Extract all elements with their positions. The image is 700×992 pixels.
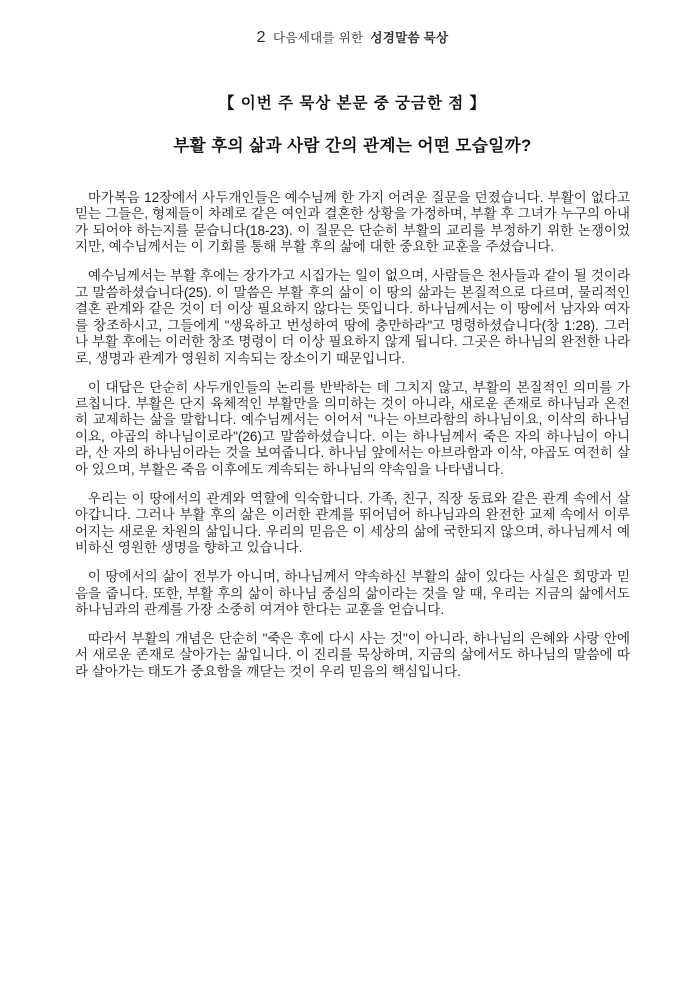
- paragraph-6: 따라서 부활의 개념은 단순히 "죽은 후에 다시 사는 것"이 아니라, 하나님의 은혜와 사랑 안에서 새로운 존재로 살아가는 삶입니다. 이 진리를 묵상하며, 지금의 삶에서도 하나님의 말씀에 따라 살아가는 태도가 중요함을 깨닫는 것이 우리 믿음의 핵심입니다.: [75, 630, 630, 679]
- paragraph-3: 이 대답은 단순히 사두개인들의 논리를 반박하는 데 그치지 않고, 부활의 본질적인 의미를 가르칩니다. 부활은 단지 육체적인 부활만을 의미하는 것이 아니라, 새로운 존재로 하나님과 온전히 교제하는 삶을 말합니다. 예수님께서는 이어서 "나는 아브라함의 하나님이요, 이삭의 하나님이요, 야곱의 하나님이로라"(26)고 말씀하셨습니다. 이는 하나님께서 죽은 자의 하나님이 아니라, 산 자의 하나님이라는 것을 보여줍니다. 하나님 앞에서는 아브라함과 이삭, 야곱도 여전히 살아 있으며, 부활은 죽음 이후에도 계속되는 하나님의 약속임을 나타냅니다.: [75, 379, 630, 477]
- paragraph-2: 예수님께서는 부활 후에는 장가가고 시집가는 일이 없으며, 사람들은 천사들과 같이 될 것이라고 말씀하셨습니다(25). 이 말씀은 부활 후의 삶이 이 땅의 삶과는 본질적으로 다르며, 물리적인 결혼 관계와 같은 것이 더 이상 필요하지 않다는 뜻입니다. 하나님께서는 이 땅에서 남자와 여자를 창조하시고, 그들에게 "생육하고 번성하여 땅에 충만하라"고 명령하셨습니다(창 1:28). 그러나 부활 후에는 이러한 창조 명령이 더 이상 필요하지 않게 됩니다. 그곳은 하나님의 완전한 나라로, 생명과 관계가 영원히 지속되는 장소이기 때문입니다.: [75, 268, 630, 366]
- paragraph-1: 마가복음 12장에서 사두개인들은 예수님께 한 가지 어려운 질문을 던졌습니다. 부활이 없다고 믿는 그들은, 형제들이 차례로 같은 여인과 결혼한 상황을 가정하며, 부활 후 그녀가 누구의 아내가 되어야 하는지를 묻습니다(18-23). 이 질문은 단순히 부활의 교리를 부정하기 위한 논쟁이었지만, 예수님께서는 이 기회를 통해 부활 후의 삶에 대한 중요한 교훈을 주셨습니다.: [75, 190, 630, 255]
- paragraph-5: 이 땅에서의 삶이 전부가 아니며, 하나님께서 약속하신 부활의 삶이 있다는 사실은 희망과 믿음을 줍니다. 또한, 부활 후의 삶이 하나님 중심의 삶이라는 것을 알 때, 우리는 지금의 삶에서도 하나님과의 관계를 가장 소중히 여겨야 한다는 교훈을 얻습니다.: [75, 569, 630, 617]
- page-header: [75, 28, 630, 47]
- body-text: [75, 190, 630, 680]
- section-title: 【 이번 주 묵상 본문 중 궁금한 점 】: [218, 95, 487, 112]
- header-series-title: 성경말씀 묵상: [370, 31, 449, 45]
- paragraph-4: 우리는 이 땅에서의 관계와 역할에 익숙합니다. 가족, 친구, 직장 동료와 같은 관계 속에서 살아갑니다. 그러나 부활 후의 삶은 이러한 관계를 뛰어넘어 하나님과의 완전한 교제 속에서 이루어지는 새로운 차원의 삶입니다. 우리의 믿음은 이 세상의 삶에 국한되지 않으며, 하나님께서 예비하신 영원한 생명을 향하고 있습니다.: [75, 490, 630, 556]
- page-number: 2: [256, 29, 266, 46]
- header-series-label: 다음세대를 위한: [272, 31, 364, 45]
- question-heading: 부활 후의 삶과 사람 간의 관계는 어떤 모습일까?: [173, 137, 532, 155]
